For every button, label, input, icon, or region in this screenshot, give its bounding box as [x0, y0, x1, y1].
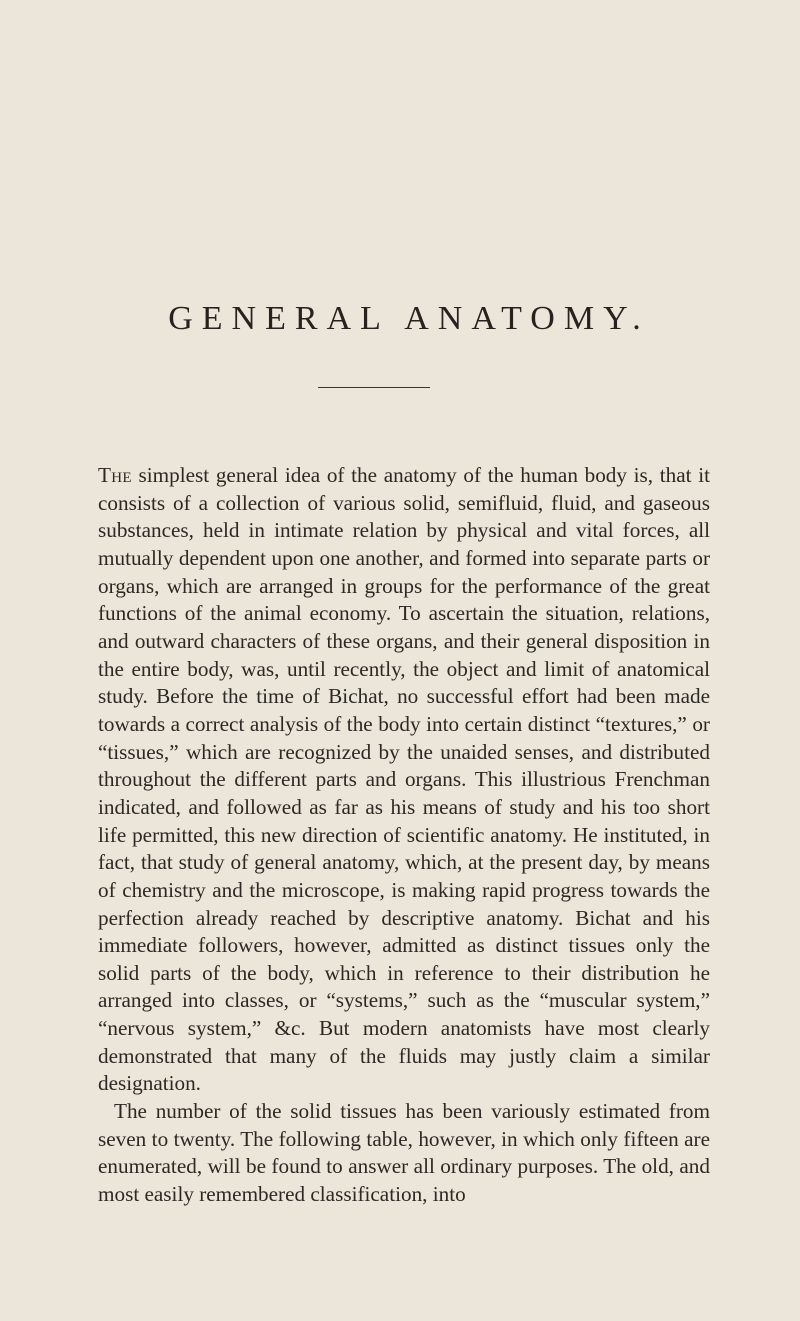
paragraph-1 [98, 462, 710, 1098]
paragraph-1-text: simplest general idea of the anatomy of the human body is, that it consists of a collection of various solid, semifluid, fluid, and gaseous substances, held in intimate relation by physical and vital forces, all mutually dependent upon one another, and formed into separate parts or organs, which are arranged in groups for the performance of the great functions of the animal economy. To ascertain the situation, relations, and outward characters of these organs, and their general disposition in the entire body, was, until recently, the object and limit of anatomical study. Before the time of Bichat, no successful effort had been made towards a correct analysis of the body into certain distinct “textures,” or “tissues,” which are recognized by the unaided senses, and distributed throughout the different parts and organs. This illustrious Frenchman indicated, and followed as far as his means of study and his too short life permitted, this new direction of scientific anatomy. He instituted, in fact, that study of general anatomy, which, at the present day, by means of chemistry and the microscope, is making rapid progress towards the perfection already reached by descriptive anatomy. Bichat and his immediate followers, however, admitted as distinct tissues only the solid parts of the body, which in reference to their distribution he arranged into classes, or “systems,” such as the “muscular system,” “nervous system,” &c. But modern anatomists have most clearly demonstrated that many of the fluids may justly claim a similar designation. [98, 463, 710, 1096]
title-rule [318, 387, 430, 388]
paragraph-lead-word: The [98, 463, 132, 487]
paragraph-2: The number of the solid tissues has been variously estimated from seven to twenty. The following table, however, in which only fifteen are enumerated, will be found to answer all ordinary purposes. The old, and most easily remembered classification, into [98, 1099, 710, 1207]
page-title: GENERAL ANATOMY. [168, 300, 650, 337]
body-text [98, 462, 710, 1209]
